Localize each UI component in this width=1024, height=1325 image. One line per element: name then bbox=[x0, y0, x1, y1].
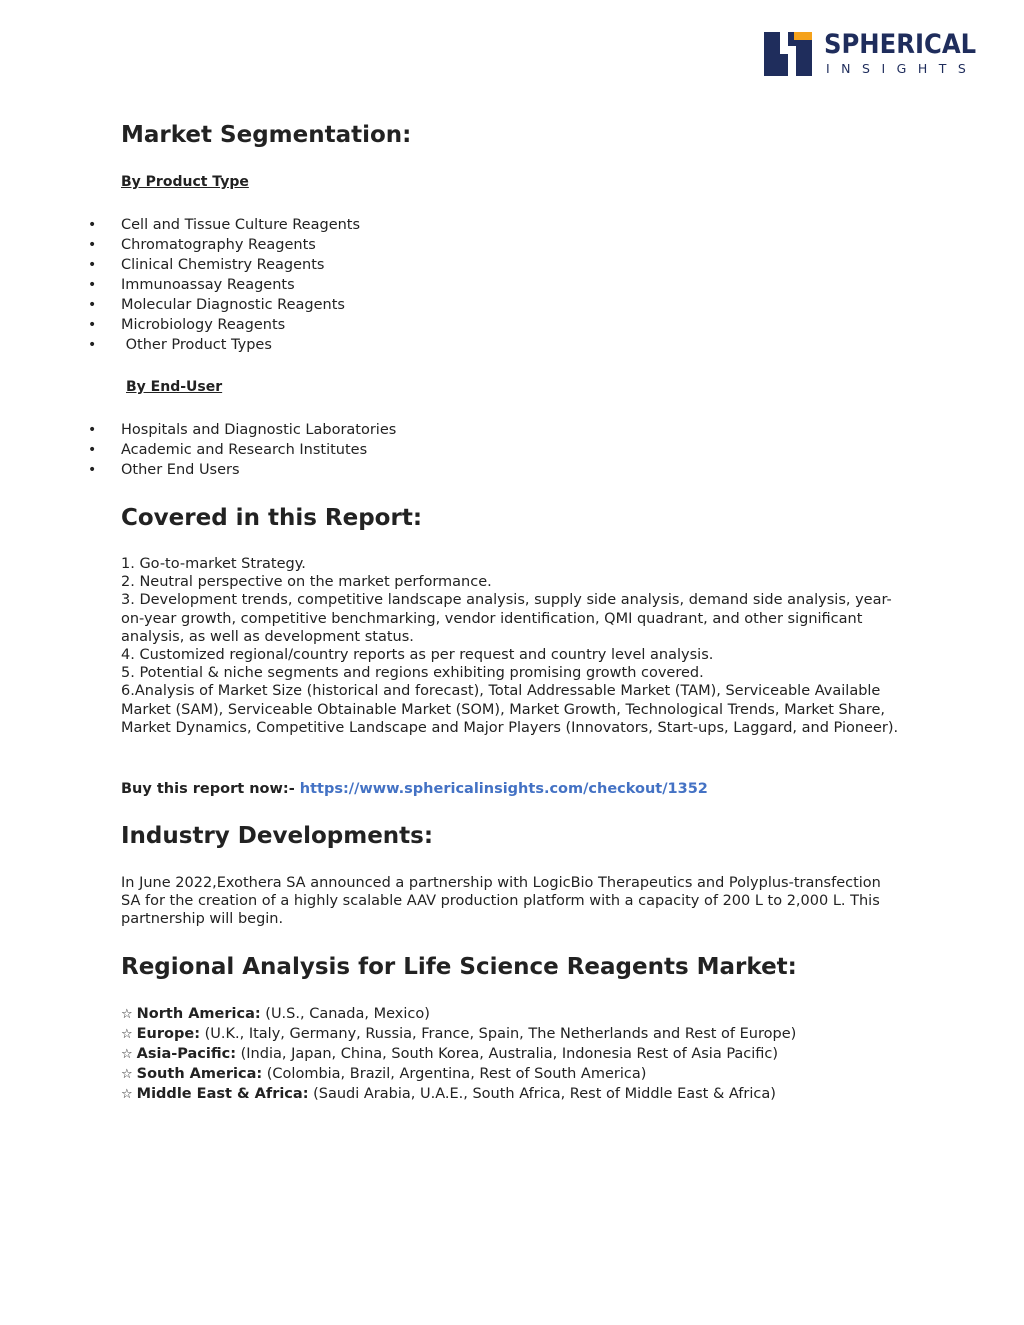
list-item: • Molecular Diagnostic Reagents bbox=[0, 295, 900, 315]
star-icon: ☆ bbox=[121, 1067, 133, 1082]
list-item: • Chromatography Reagents bbox=[0, 235, 900, 255]
region-countries: (U.S., Canada, Mexico) bbox=[265, 1006, 430, 1022]
covered-title: Covered in this Report: bbox=[121, 505, 423, 531]
company-logo bbox=[764, 29, 978, 78]
product-type-heading: By Product Type bbox=[121, 174, 249, 190]
covered-item: 1. Go-to-market Strategy. bbox=[121, 556, 306, 572]
covered-item: 5. Potential & niche segments and regions exhibiting promising growth covered. bbox=[121, 665, 704, 682]
star-icon: ☆ bbox=[121, 1007, 133, 1022]
covered-item: 4. Customized regional/country reports as per request and country level analysis. bbox=[121, 647, 714, 664]
region-name: South America: bbox=[136, 1066, 263, 1082]
region-countries: (India, Japan, China, South Korea, Australia, Indonesia Rest of Asia Pacific) bbox=[240, 1046, 779, 1062]
covered-item: 3. Development trends, competitive landscape analysis, supply side analysis, demand side analysis, year-on-year growth, competitive benchmarking, vendor identification, QMI quadrant, and other significant analysis, as well as development status. bbox=[121, 592, 892, 645]
region-name: North America: bbox=[136, 1006, 261, 1022]
list-item bbox=[121, 1044, 796, 1064]
list-item: • Other Product Types bbox=[0, 335, 900, 355]
covered-item: 6.Analysis of Market Size (historical and forecast), Total Addressable Market (TAM), Serviceable Available Market (SAM), Serviceable Obtainable Market (SOM), Market Growth, Technological Trends, Market Share, Market Dynamics, Competitive Landscape and Major Players (Innovators, Start-ups, Laggard, and Pioneer). bbox=[121, 683, 899, 736]
regional-title: Regional Analysis for Life Science Reagents Market: bbox=[121, 954, 797, 980]
list-item: • Academic and Research Institutes bbox=[0, 440, 900, 460]
list-item: • Other End Users bbox=[0, 460, 900, 480]
list-item: • Clinical Chemistry Reagents bbox=[0, 255, 900, 275]
list-item: • Immunoassay Reagents bbox=[0, 275, 900, 295]
region-name: Middle East & Africa: bbox=[136, 1086, 309, 1102]
list-item: • Cell and Tissue Culture Reagents bbox=[0, 215, 900, 235]
region-name: Europe: bbox=[136, 1026, 201, 1042]
covered-list bbox=[121, 555, 901, 737]
star-icon: ☆ bbox=[121, 1027, 133, 1042]
list-item bbox=[121, 1024, 796, 1044]
buy-label: Buy this report now:- bbox=[121, 781, 295, 797]
region-name: Asia-Pacific: bbox=[136, 1046, 237, 1062]
industry-text: In June 2022,Exothera SA announced a partnership with LogicBio Therapeutics and Polyplus-transfection SA for the creation of a highly scalable AAV production platform with a capacity of 200 L to 2,000 L. This partnership will begin. bbox=[121, 875, 881, 928]
star-icon: ☆ bbox=[121, 1087, 133, 1102]
end-user-heading: By End-User bbox=[126, 379, 223, 395]
end-user-list bbox=[0, 420, 900, 480]
region-countries: (U.K., Italy, Germany, Russia, France, Spain, The Netherlands and Rest of Europe) bbox=[204, 1026, 797, 1042]
list-item bbox=[121, 1004, 796, 1024]
covered-item: 2. Neutral perspective on the market performance. bbox=[121, 574, 492, 591]
list-item: • Hospitals and Diagnostic Laboratories bbox=[0, 420, 900, 440]
regional-list bbox=[121, 1004, 796, 1104]
logo-sub-text: INSIGHTS bbox=[826, 61, 978, 76]
region-countries: (Colombia, Brazil, Argentina, Rest of South America) bbox=[266, 1066, 647, 1082]
star-icon: ☆ bbox=[121, 1047, 133, 1062]
segmentation-title: Market Segmentation: bbox=[121, 122, 412, 148]
list-item bbox=[121, 1064, 796, 1084]
logo-mark-icon bbox=[764, 30, 812, 76]
list-item bbox=[121, 1084, 796, 1104]
logo-brand-text: SPHERICAL bbox=[824, 29, 977, 60]
region-countries: (Saudi Arabia, U.A.E., South Africa, Rest of Middle East & Africa) bbox=[313, 1086, 776, 1102]
buy-line bbox=[121, 780, 708, 798]
product-type-list bbox=[0, 215, 900, 355]
checkout-link[interactable]: https://www.sphericalinsights.com/checkout/1352 bbox=[299, 781, 708, 797]
industry-title: Industry Developments: bbox=[121, 823, 434, 849]
list-item: • Microbiology Reagents bbox=[0, 315, 900, 335]
